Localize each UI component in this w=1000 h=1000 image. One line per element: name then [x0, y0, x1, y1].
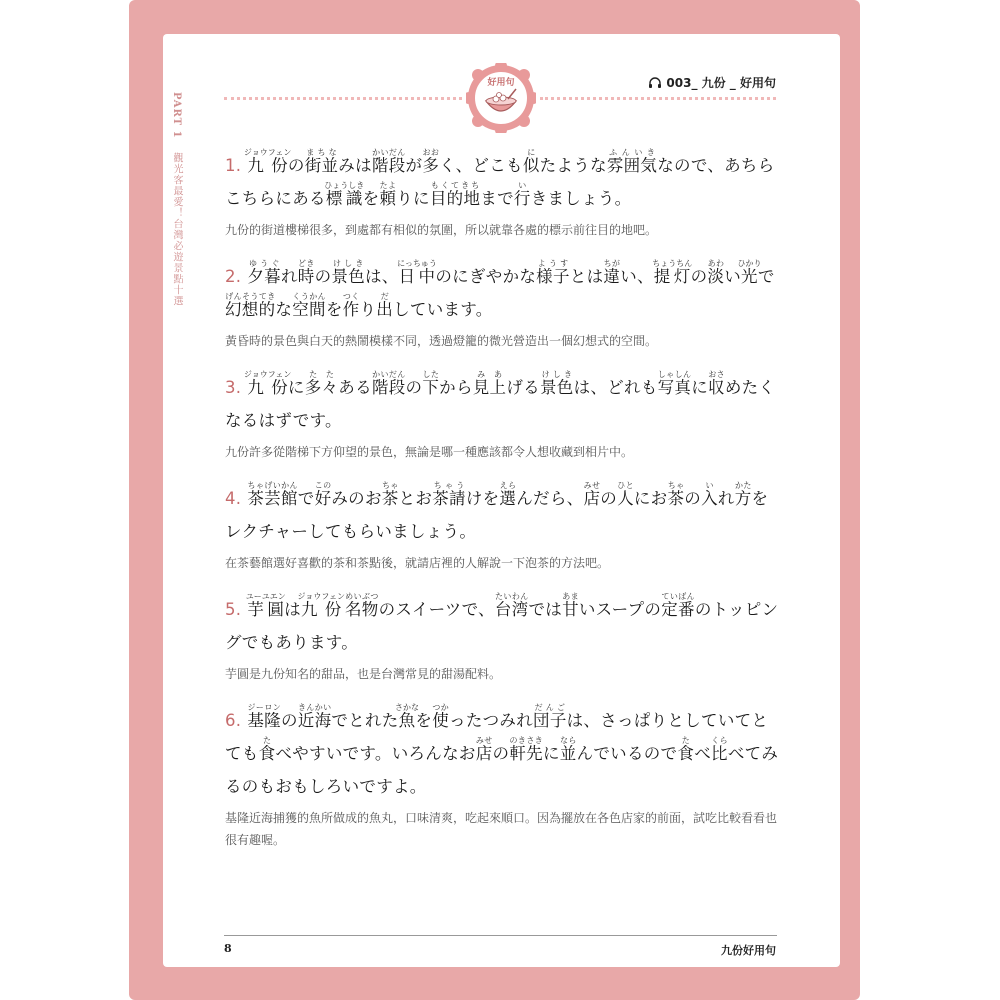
furigana-word: 雰囲気ふんいき [606, 148, 658, 175]
furigana-word: 芋圓ユーユエン [245, 592, 286, 619]
sentence-zh: 基隆近海捕獲的魚所做成的魚丸，口味清爽，吃起來順口。因為擺放在各色店家的前面，試吃比較看看也很有趣喔。 [225, 811, 778, 847]
sentence-number: 4. [225, 489, 242, 508]
furigana-word: 光ひかり [737, 259, 762, 286]
furigana-word: 九份ジョウフェン [243, 370, 292, 397]
sentence-jp [225, 370, 785, 437]
side-part: PART 1 [171, 92, 182, 139]
furigana-word: 収おさ [708, 370, 725, 397]
furigana-word: 台湾たいわん [494, 592, 529, 619]
furigana-word: 写真しゃしん [657, 370, 692, 397]
side-label [168, 92, 184, 307]
furigana-word: 夕暮ゆうぐ [247, 259, 281, 286]
furigana-word: 多おお [422, 148, 440, 175]
furigana-word: 提灯ちょうちん [652, 259, 693, 286]
furigana-word: 様子ようす [536, 259, 570, 286]
furigana-word: 違ちが [603, 259, 621, 286]
furigana-word: 景色けしき [539, 370, 574, 397]
audio-track-label: 003_ 九份 _ 好用句 [666, 76, 776, 90]
footer-title: 九份好用句 [721, 944, 776, 957]
furigana-word: 軒先のきさき [509, 736, 543, 763]
furigana-word: 九份ジョウフェン [243, 148, 292, 175]
furigana-word: 好この [314, 481, 332, 508]
furigana-word: 店みせ [583, 481, 601, 508]
furigana-word: 多々たた [304, 370, 339, 397]
sentence-jp [225, 703, 785, 803]
sentence-jp-text: 芋圓ユーユエンは九份ジョウフェン名物めいぶつのスイーツで、台湾たいわんでは甘あまいスープの定番ていばんのトッピングでもあります。 [225, 592, 779, 652]
sentence-6 [225, 703, 785, 851]
header-divider-right [540, 97, 776, 100]
headphones-icon [648, 77, 662, 89]
sentence-jp [225, 592, 785, 659]
sentence-zh: 九份許多從階梯下方仰望的景色，無論是哪一種應該都令人想收藏到相片中。 [225, 445, 634, 459]
badge-useful-phrases [466, 63, 536, 133]
sentence-number: 5. [225, 600, 242, 619]
furigana-word: 街並まちな [304, 148, 339, 175]
furigana-word: 日中にっちゅう [397, 259, 437, 286]
sentence-jp-text: 基隆ジーロンの近海きんかいでとれた魚さかなを使つかったつみれ団子だんごは、さっぱりとしていてとても食たべやすいです。いろんなお店みせの軒先のきさきに並ならんでいるので食たべ比くらべてみるのもおもしろいですよ。 [225, 703, 779, 796]
furigana-word: 下した [422, 370, 440, 397]
furigana-word: 選えら [499, 481, 517, 508]
furigana-word: 茶ちゃ [381, 481, 399, 508]
sentence-number: 6. [225, 711, 242, 730]
furigana-word: 出だ [376, 292, 394, 319]
side-title: 觀光客最愛！台灣必遊景點十選 [171, 152, 182, 307]
furigana-word: 名物めいぶつ [344, 592, 379, 619]
sentence-jp [225, 148, 785, 215]
furigana-word: 的てき [258, 292, 276, 319]
furigana-word: 使つか [432, 703, 450, 730]
furigana-word: 定番ていばん [661, 592, 695, 619]
sentence-1 [225, 148, 785, 241]
sentence-number: 3. [225, 378, 242, 397]
furigana-word: 茶請ちゃう [432, 481, 466, 508]
furigana-word: 幻想げんそう [225, 292, 259, 319]
furigana-word: 店みせ [475, 736, 493, 763]
furigana-word: 見上みあ [472, 370, 507, 397]
furigana-word: 方かた [734, 481, 752, 508]
furigana-word: 基隆ジーロン [247, 703, 281, 730]
sentence-zh: 在茶藝館選好喜歡的茶和茶點後，就請店裡的人解說一下泡茶的方法吧。 [225, 556, 610, 570]
furigana-word: 似に [522, 148, 540, 175]
sentence-jp-text: 茶芸館ちゃげいかんで好このみのお茶ちゃとお茶請ちゃうけを選えらんだら、店みせの人ひとにお茶ちゃの入いれ方かたをレクチャーしてもらいましょう。 [225, 481, 769, 541]
badge-label: 好用句 [487, 78, 515, 88]
furigana-word: 並なら [559, 736, 577, 763]
sentence-number: 1. [225, 156, 242, 175]
furigana-word: 標識ひょうしき [324, 181, 365, 208]
furigana-word: 比くら [711, 736, 728, 763]
footer-divider [224, 935, 777, 936]
sentence-zh: 黃昏時的景色與白天的熱鬧模樣不同，透過燈籠的微光營造出一個幻想式的空間。 [225, 334, 658, 348]
sentence-number: 2. [225, 267, 242, 286]
furigana-word: 甘あま [562, 592, 579, 619]
furigana-word: 頼たよ [379, 181, 397, 208]
furigana-word: 目的地もくてきち [429, 181, 481, 208]
sentence-zh: 芋圓是九份知名的甜品，也是台灣常見的甜湯配料。 [225, 667, 502, 681]
furigana-word: 食た [677, 736, 695, 763]
furigana-word: 淡あわ [707, 259, 725, 286]
furigana-word: 茶芸館ちゃげいかん [247, 481, 298, 508]
sentence-jp [225, 481, 785, 548]
sentence-jp-text: 九份ジョウフェンに多々たたある階段かいだんの下したから見上みあげる景色けしきは、どれも写真しゃしんに収おさめたくなるはずです。 [225, 370, 776, 430]
furigana-word: 茶ちゃ [667, 481, 685, 508]
sentence-jp [225, 259, 785, 326]
furigana-word: 時どき [297, 259, 315, 286]
sentence-jp-text: 九份ジョウフェンの街並まちなみは階段かいだんが多おおく、どこも似にたような雰囲気ふんいきなので、あちらこちらにある標識ひょうしきを頼たよりに目的地もくてきちまで行いきましょう。 [225, 148, 775, 208]
furigana-word: 階段かいだん [371, 148, 406, 175]
furigana-word: 団子だんご [533, 703, 567, 730]
furigana-word: 人ひと [617, 481, 634, 508]
sentence-2 [225, 259, 785, 352]
furigana-word: 魚さかな [394, 703, 419, 730]
furigana-word: 九份ジョウフェン [297, 592, 345, 619]
sentence-zh: 九份的街道樓梯很多，到處都有相似的氛圍，所以就靠各處的標示前往目的地吧。 [225, 223, 658, 237]
page-number: 8 [224, 942, 232, 955]
furigana-word: 階段かいだん [371, 370, 406, 397]
furigana-word: 空間くうかん [292, 292, 326, 319]
furigana-word: 近海きんかい [297, 703, 332, 730]
furigana-word: 入い [701, 481, 718, 508]
furigana-word: 作つく [342, 292, 360, 319]
header-divider-left [224, 97, 462, 100]
sentence-5 [225, 592, 785, 685]
furigana-word: 食た [258, 736, 276, 763]
furigana-word: 景色けしき [331, 259, 365, 286]
audio-track [648, 74, 776, 91]
sentence-4 [225, 481, 785, 574]
sentence-jp-text: 夕暮ゆうぐれ時どきの景色けしきは、日中にっちゅうのにぎやかな様子ようすとは違ちがい、提灯ちょうちんの淡あわい光ひかりで幻想げんそう的てきな空間くうかんを作つくり出だしています。 [225, 259, 775, 319]
furigana-word: 行い [513, 181, 531, 208]
sentence-3 [225, 370, 785, 463]
